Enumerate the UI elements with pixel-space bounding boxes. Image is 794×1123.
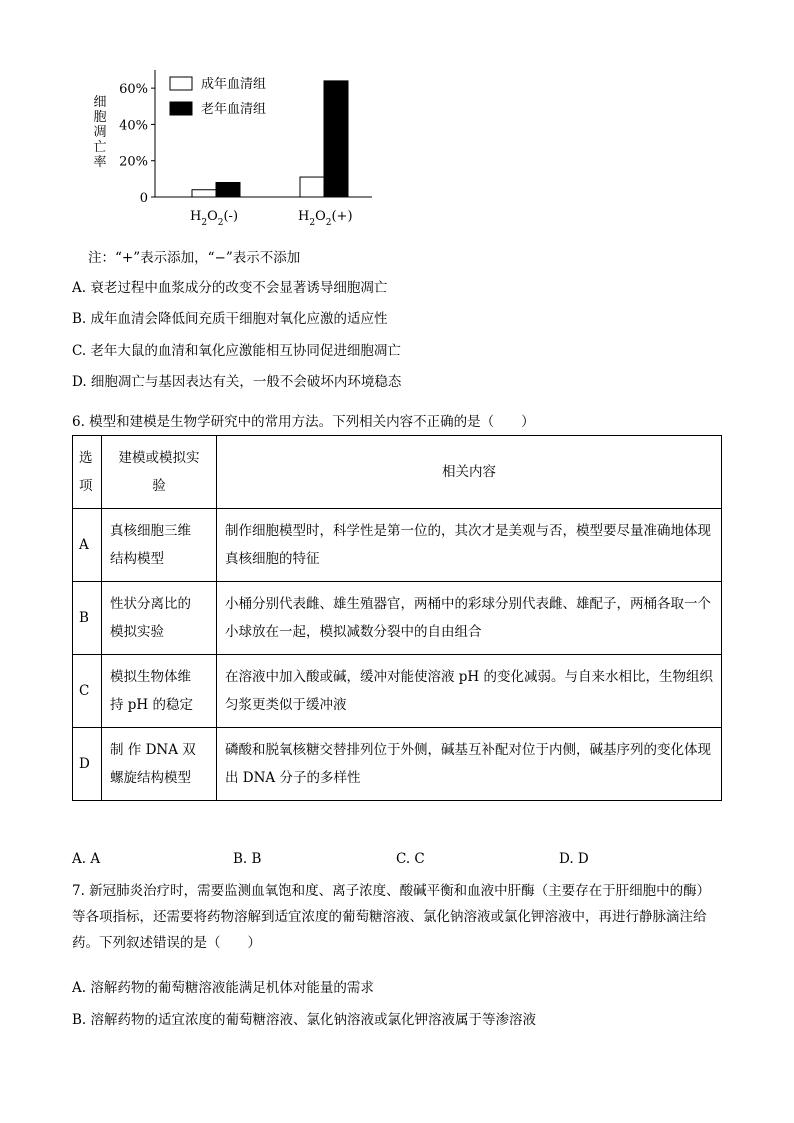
q7-option-a[interactable]: A. 溶解药物的葡萄糖溶液能满足机体对能量的需求 (72, 980, 374, 996)
y-tick-label: 0 (139, 191, 148, 206)
bar-old-minus (216, 182, 240, 197)
table-row (73, 509, 722, 582)
row-option: A (73, 509, 102, 582)
q5-option-c[interactable]: C. 老年大鼠的血清和氧化应激能相互协同促进细胞凋亡 (72, 343, 401, 359)
bar-old-plus (324, 81, 348, 197)
row-option: D (73, 728, 102, 801)
row-model: 真核细胞三维 结构模型 (102, 509, 217, 582)
q6-answer-a[interactable]: A. A (72, 851, 101, 867)
table-header-row (73, 436, 722, 509)
row-model: 模拟生物体维 持 pH 的稳定 (102, 655, 217, 728)
legend (170, 76, 266, 117)
q5-option-d[interactable]: D. 细胞凋亡与基因表达有关，一般不会破坏内环境稳态 (72, 374, 402, 390)
svg-text:细胞凋亡率: 细胞凋亡率 (93, 95, 107, 170)
legend-label-adult: 成年血清组 (201, 77, 267, 92)
row-model: 性状分离比的 模拟实验 (102, 582, 217, 655)
q6-table (72, 435, 722, 801)
y-tick-label: 60% (119, 82, 148, 98)
q6-stem: 6. 模型和建模是生物学研究中的常用方法。下列相关内容不正确的是（ ） (72, 414, 535, 430)
header-content: 相关内容 (217, 436, 722, 509)
y-axis-label (93, 95, 106, 170)
q5-option-b[interactable]: B. 成年血清会降低间充质干细胞对氧化应激的适应性 (72, 311, 388, 327)
q5-option-a[interactable]: A. 衰老过程中血浆成分的改变不会显著诱导细胞凋亡 (72, 280, 388, 296)
y-ticks (119, 82, 155, 206)
bar-adult-plus (300, 177, 324, 197)
row-content: 磷酸和脱氧核糖交替排列位于外侧，碱基互补配对位于内侧，碱基序列的变化体现 出 DNA 分子的多样性 (217, 728, 722, 801)
q6-answer-b[interactable]: B. B (233, 851, 262, 867)
table-row (73, 582, 722, 655)
y-tick-label: 20% (119, 154, 148, 170)
row-content: 制作细胞模型时，科学性是第一位的，其次才是美观与否，模型要尽量准确地体现 真核细胞的特征 (217, 509, 722, 582)
bar-adult-minus (192, 190, 216, 197)
apoptosis-bar-chart (80, 62, 400, 237)
legend-swatch-old (170, 102, 192, 115)
row-option: B (73, 582, 102, 655)
row-option: C (73, 655, 102, 728)
table-row (73, 655, 722, 728)
chart-note: 注：“+”表示添加，“−”表示不添加 (88, 250, 301, 266)
header-model: 建模或模拟实 验 (102, 436, 217, 509)
q6-answer-c[interactable]: C. C (396, 851, 425, 867)
q7-option-b[interactable]: B. 溶解药物的适宜浓度的葡萄糖溶液、氯化钠溶液或氯化钾溶液属于等渗溶液 (72, 1012, 537, 1028)
legend-label-old: 老年血清组 (201, 102, 267, 117)
row-content: 小桶分别代表雌、雄生殖器官，两桶中的彩球分别代表雌、雄配子，两桶各取一个 小球放在一起，模拟减数分裂中的自由组合 (217, 582, 722, 655)
bars (192, 81, 348, 197)
y-tick-label: 40% (119, 118, 148, 134)
q6-answer-d[interactable]: D. D (559, 851, 589, 867)
q7-stem: 7. 新冠肺炎治疗时，需要监测血氧饱和度、离子浓度、酸碱平衡和血液中肝酶（主要存在于肝细胞中的酶）等各项指标，还需要将药物溶解到适宜浓度的葡萄糖溶液、氯化钠溶液或氯化钾溶液中，再进行静脉滴注给药。下列叙述错误的是（ ） (72, 883, 711, 951)
x-tick-label: $H_2O_2(-)$ (190, 209, 239, 228)
x-tick-label: $H_2O_2(+)$ (298, 209, 353, 228)
legend-swatch-adult (170, 77, 192, 90)
row-content: 在溶液中加入酸或碱，缓冲对能使溶液 pH 的变化减弱。与自来水相比，生物组织 匀浆更类似于缓冲液 (217, 655, 722, 728)
table-row (73, 728, 722, 801)
row-model: 制 作 DNA 双 螺旋结构模型 (102, 728, 217, 801)
header-option: 选 项 (73, 436, 102, 509)
x-ticks (190, 209, 353, 228)
